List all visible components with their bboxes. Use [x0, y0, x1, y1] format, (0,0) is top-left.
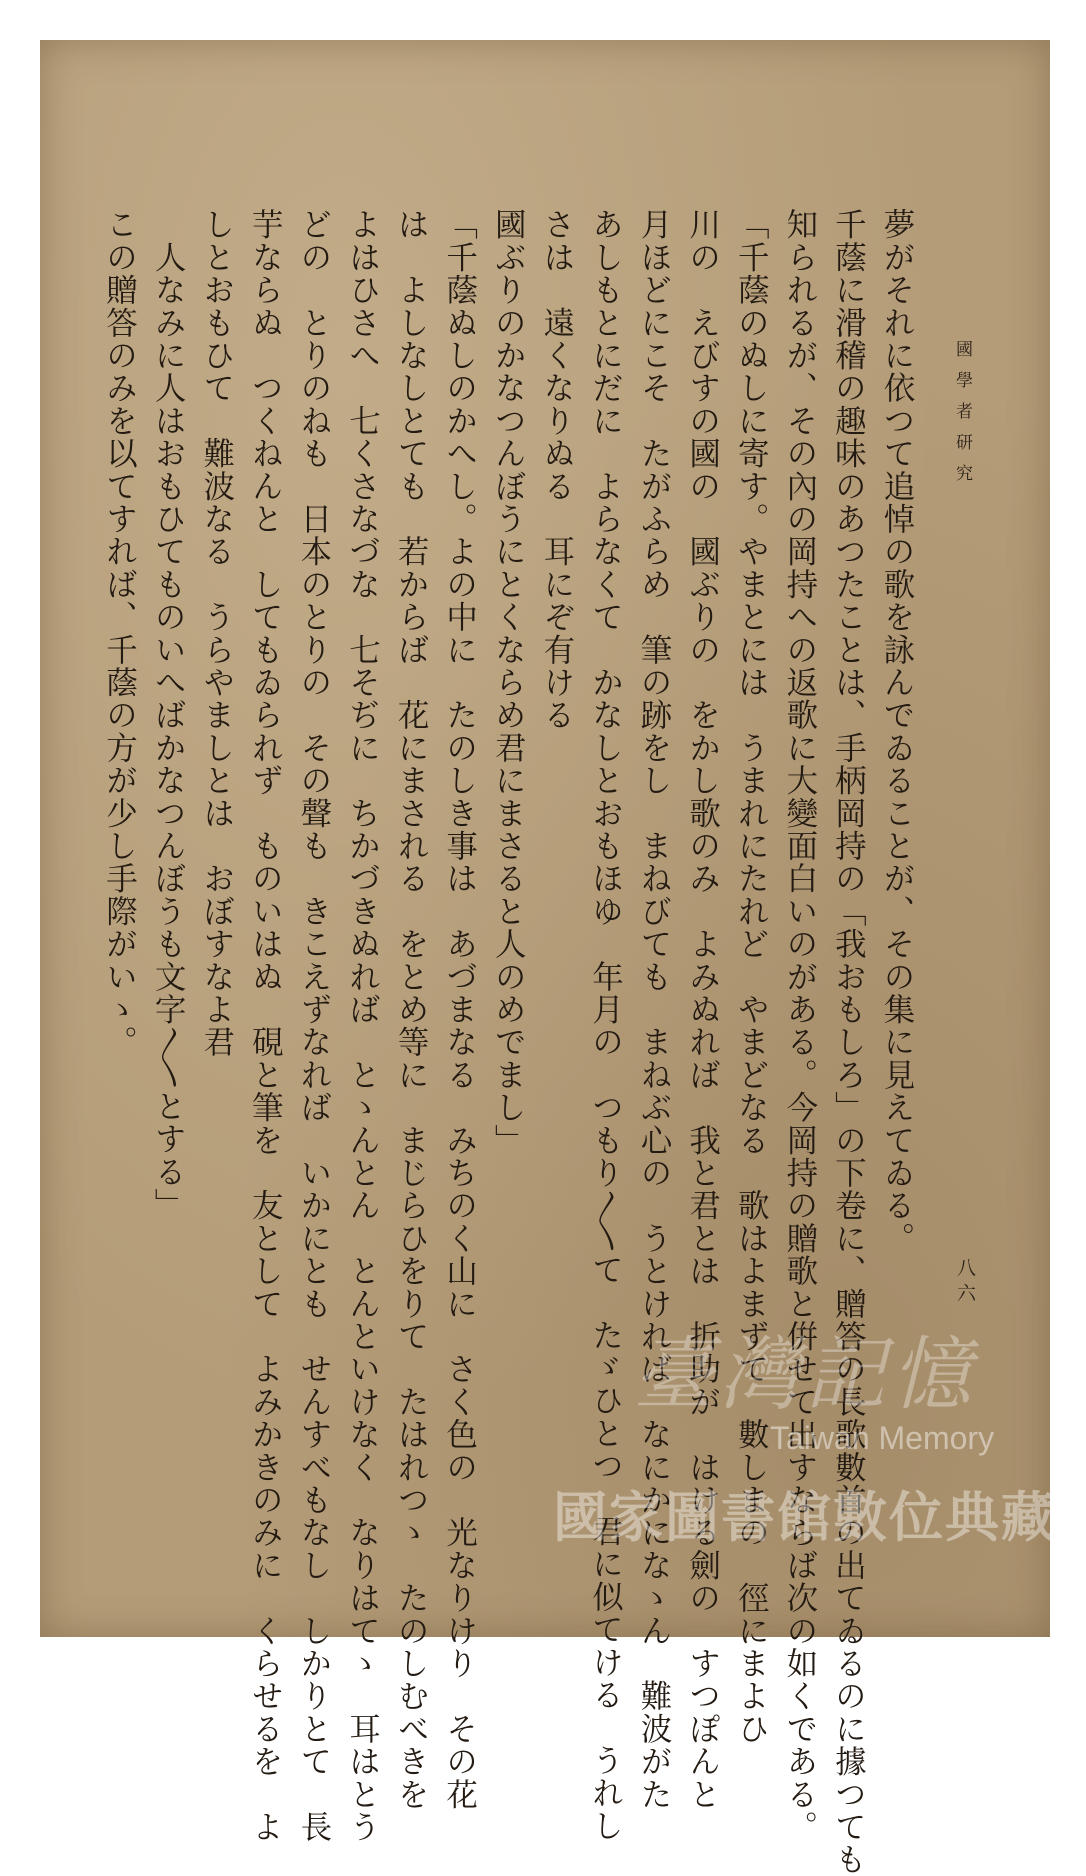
text-line: 人なみに人はおもひてものいへばかなつんぼうも文字〳〵とする」	[150, 208, 187, 1221]
watermark-english: Taiwan Memory	[770, 1420, 995, 1456]
watermark-logo: 臺灣記憶	[633, 1328, 977, 1421]
text-line: 月ほどにこそ たがふらめ 筆の跡をし まねびても まねぶ心の うとければ なにかになゝん 難波がた	[636, 208, 673, 1811]
watermark-chinese: 國家圖書館數位典藏	[553, 1486, 1057, 1549]
text-line: 知られるが、その內の岡持への返歌に大變面白いのがある。今岡持の贈歌と倂せて出すならば次の如くである。	[781, 208, 818, 1843]
text-line: 芋ならぬ つくねんと してもゐられず ものいはぬ 硯と筆を 友として よみかきのみに くらせるを よ	[247, 208, 284, 1843]
text-line: は よしなしとても 若からば 花にまされる をとめ等に まじらひをりて たはれつゝ たのしむべきを	[393, 208, 430, 1811]
text-line: さは 遠くなりぬる 耳にぞ有ける	[538, 208, 575, 732]
page-number: 八六	[954, 1258, 976, 1308]
text-line: 「千蔭のぬしに寄す。やまとには うまれにたれど やまどなる 歌はよまずて 數しまの 徑にまよひ	[733, 208, 770, 1778]
book-page	[40, 40, 1057, 1876]
text-line: よはひさへ 七くさなづな 七そぢに ちかづきぬれば とゝんとん とんといけなく なりはてゝ 耳はとう	[344, 208, 381, 1843]
text-line: 川の えびすの國の 國ぶりの をかし歌のみ よみぬれば 我と君とは 折助が はける劍の すつぽんと	[684, 208, 721, 1811]
running-header: 國學者研究	[952, 340, 972, 495]
text-line: しとおもひて 難波なる うらやましとは おぼすなよ君	[198, 208, 235, 1059]
text-line: 夢がそれに依つて追悼の歌を詠んでゐることが、その集に見えてゐる。	[879, 208, 915, 1255]
text-line: 「千蔭ぬしのかへし。よの中に たのしき事は あづまなる みちのく山に さく色の 光なりけり その花	[441, 208, 478, 1811]
text-line: あしもとにだに よらなくて かなしとおもほゆ 年月の つもり〳〵て たゞひとつ 君に似てける うれし	[587, 208, 624, 1842]
text-line: 千蔭に滑稽の趣味のあつたことは、手柄岡持の「我おもしろ」の下卷に、贈答の長歌數首の出てゐるのに據つても	[830, 208, 867, 1876]
library-watermark	[535, 1310, 1075, 1560]
text-line: この贈答のみを以てすれば、千蔭の方が少し手際がいゝ。	[101, 208, 138, 1059]
text-line: どの とりのねも 日本のとりの その聲も きこえずなれば いかにとも せんすべもなし しかりとて 長	[295, 208, 332, 1843]
text-line: 國ぶりのかなつんぼうにとくならめ君にまさると人のめでまし」	[490, 208, 527, 1157]
